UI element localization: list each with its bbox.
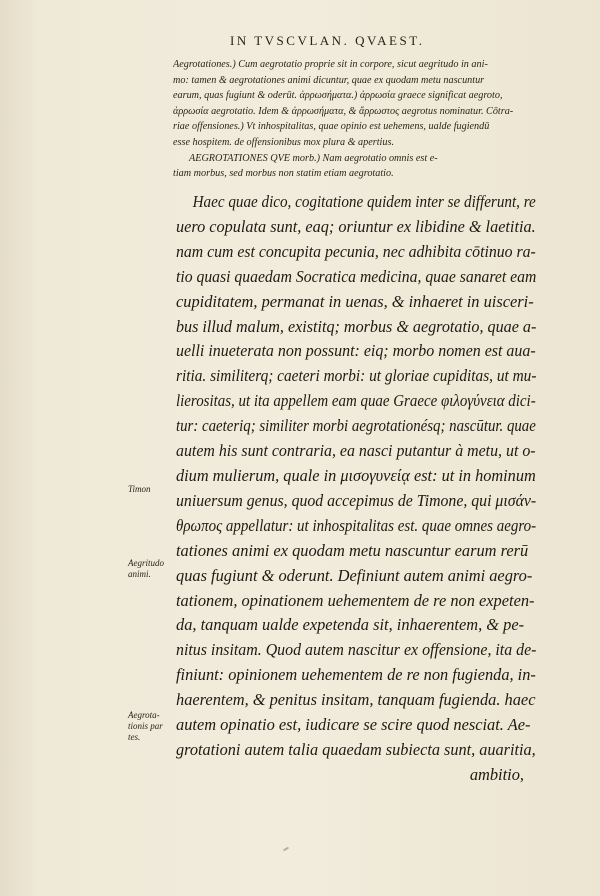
main-text-line: θρωπος appellatur: ut inhospitalitas est. quae omnes aegro- xyxy=(176,515,537,535)
main-text-line: finiunt: opinionem uehementem de re non fugienda, in- xyxy=(176,665,536,685)
main-text-line: bus illud malum, existitq; morbus & aegrotatio, quae a- xyxy=(176,316,537,336)
margin-note-line: tes. xyxy=(128,732,141,742)
main-text-line: tationem, opinationem uehementem de re non expeten- xyxy=(176,590,535,610)
ink-mark xyxy=(283,847,289,852)
main-text-line: Haec quae dico, cogitatione quidem inter se differunt, re xyxy=(192,192,536,211)
main-text-line: quas fugiunt & oderunt. Definiunt autem animi aegro- xyxy=(176,565,533,585)
margin-note-line: tionis par xyxy=(128,721,163,731)
main-text-line: uniuersum genus, quod accepimus de Timone, qui μισάν- xyxy=(176,490,537,510)
commentary-block xyxy=(173,57,523,182)
margin-note-timon xyxy=(128,484,180,495)
main-text-line: grotationi autem talia quaedam subiecta sunt, auaritia, xyxy=(176,739,536,759)
commentary-line: ἀρρωσία aegrotatio. Idem & ἀρρωσήματα, & ἄρρωστος aegrotus nominatur. Cōtra- xyxy=(173,105,514,117)
commentary-line: earum, quas fugiunt & oderūt. ἀρρωσήματα.) ἀρρωσία graece significat aegroto, xyxy=(173,90,503,102)
main-text-line: ambitio, xyxy=(469,764,524,784)
main-text-line: tio quasi quaedam Socratica medicina, quae sanaret eam xyxy=(176,266,537,286)
main-text-line: da, tanquam ualde expetenda sit, inhaerentem, & pe- xyxy=(176,615,525,635)
main-text-line: cupiditatem, permanat in uenas, & inhaeret in uisceri- xyxy=(176,291,534,311)
margin-note-line: Timon xyxy=(128,484,151,494)
main-text-line: autem opinatio est, iudicare se scire quod nesciat. Ae- xyxy=(176,715,531,735)
main-text-line: nitus insitam. Quod autem nascitur ex offensione, ita de- xyxy=(176,640,537,660)
main-text-block xyxy=(176,190,536,788)
margin-note-line: animi. xyxy=(128,569,151,579)
margin-note-aegrotationis-partes xyxy=(128,710,180,743)
main-text-line: tur: caeteriq; similiter morbi aegrotationésq; nascūtur. quae xyxy=(176,416,536,436)
margin-note-line: Aegritudo xyxy=(128,558,164,568)
running-head: IN TVSCVLAN. QVAEST. xyxy=(230,33,425,48)
commentary-line: riae offensiones.) Vt inhospitalitas, quae opinio est uehemens, ualde fugiendū xyxy=(173,121,490,133)
main-text-line: nam cum est concupita pecunia, nec adhibita cōtinuo ra- xyxy=(176,241,536,261)
margin-note-aegritudo xyxy=(128,558,180,580)
commentary-line: tiam morbus, sed morbus non statim etiam aegrotatio. xyxy=(173,168,394,180)
main-text-line: uelli inueterata non possunt: eiq; morbo nomen est aua- xyxy=(176,341,536,361)
main-text-line: lierositas, ut ita appellem eam quae Graece φιλογύνεια dici- xyxy=(176,391,536,411)
main-text-line: tationes animi ex quodam metu nascuntur earum rerū xyxy=(176,540,529,560)
commentary-line: esse hospitem. de offensionibus mox plura & apertius. xyxy=(173,136,394,148)
commentary-line: mo: tamen & aegrotationes animi dicuntur, quae ex quodam metu nascuntur xyxy=(173,74,485,86)
margin-note-line: Aegrota- xyxy=(128,710,160,720)
commentary-line: AEGROTATIONES QVE morb.) Nam aegrotatio omnis est e- xyxy=(189,152,438,164)
main-text-line: uero copulata sunt, eaq; oriuntur ex libidine & laetitia. xyxy=(176,216,536,236)
main-text-line: ritia. similiterq; caeteri morbi: ut gloriae cupiditas, ut mu- xyxy=(176,366,537,386)
main-text-line: haerentem, & penitus insitam, tanquam fugienda. haec xyxy=(176,690,536,710)
main-text-line: dium mulierum, quale in μισογυνείᾳ est: ut in hominum xyxy=(176,465,536,485)
commentary-line: Aegrotationes.) Cum aegrotatio proprie sit in corpore, sicut aegritudo in ani- xyxy=(173,59,488,70)
main-text-line: autem his sunt contraria, ea nasci putantur à metu, ut o- xyxy=(176,441,536,461)
